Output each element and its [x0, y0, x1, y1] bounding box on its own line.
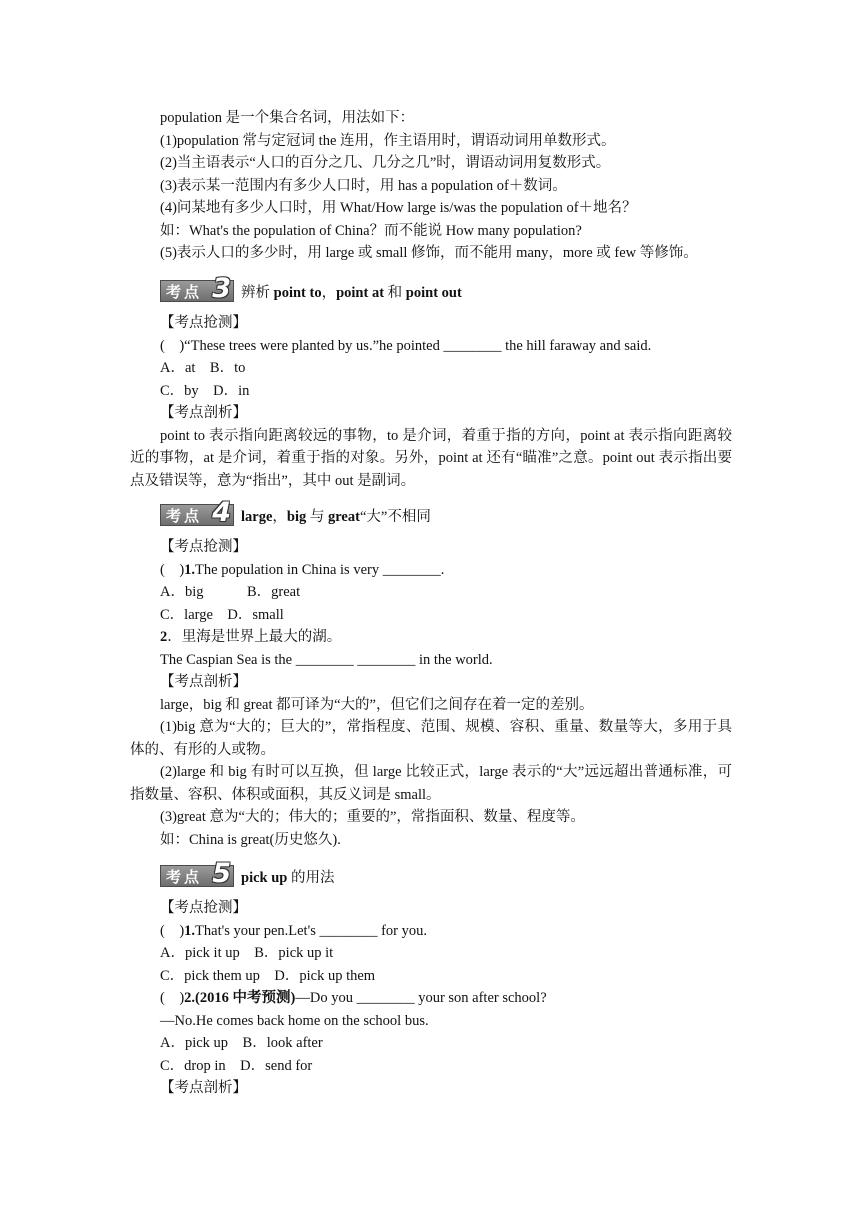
test-heading: 【考点抢测】 — [160, 315, 247, 331]
title-suffix: 的用法 — [287, 869, 335, 886]
badge-number: 5 — [212, 858, 231, 889]
question-number: 2.(2016 中考预测) — [184, 990, 296, 1006]
question-2 — [160, 987, 732, 1010]
question-1-options-ab: A．pick it up B．pick up it — [160, 945, 334, 961]
kaodian-badge — [160, 497, 234, 528]
question-1-options-cd: C．pick them up D．pick up them — [160, 967, 376, 984]
question-1-options-ab: A．big B．great — [160, 584, 301, 600]
intro-line: (3)表示某一范围内有多少人口时，用 has a population of＋数词。 — [160, 177, 567, 194]
title-term: big — [286, 508, 307, 525]
analysis-heading: 【考点剖析】 — [160, 1080, 247, 1096]
test-heading: 【考点抢测】 — [160, 539, 247, 555]
question-2-options-cd: C．drop in D．send for — [160, 1057, 313, 1074]
intro-line: (4)问某地有多少人口时，用 What/How large is/was the population of＋地名？ — [160, 200, 637, 216]
intro-line: 如：What's the population of China？而不能说 How many population? — [160, 222, 582, 239]
question-2 — [160, 626, 732, 649]
intro-line: (2)当主语表示“人口的百分之几、几分之几”时，谓语动词用复数形式。 — [160, 155, 611, 171]
title-term: point out — [405, 284, 462, 301]
answer-paren: ( ) — [160, 561, 185, 578]
question-1: ( )“These trees were planted by us.”he pointed ________ the hill faraway and said. — [160, 337, 652, 354]
section-4 — [130, 496, 732, 851]
title-sep: 与 — [306, 508, 328, 525]
badge-label: 考点 — [166, 507, 203, 525]
question-number: 1. — [184, 561, 196, 578]
section-3-heading — [160, 273, 732, 306]
analysis-point-3: (3)great 意为“大的；伟大的；重要的”，常指面积、数量、程度等。 — [160, 809, 585, 825]
test-heading: 【考点抢测】 — [160, 900, 247, 916]
section-5-title — [241, 866, 334, 887]
analysis-intro: large，big 和 great 都可译为“大的”，但它们之间存在着一定的差别。 — [160, 696, 594, 713]
section-5-heading — [160, 858, 732, 891]
question-2-options-ab: A．pick up B．look after — [160, 1035, 323, 1051]
title-term: great — [328, 508, 360, 525]
badge-number: 3 — [212, 273, 231, 304]
question-1-options-ab: A．at B．to — [160, 360, 246, 376]
question-2-reply: —No.He comes back home on the school bus. — [160, 1012, 429, 1029]
question-text: —Do you ________ your son after school? — [295, 990, 547, 1006]
answer-paren: ( ) — [160, 922, 185, 939]
question-1 — [160, 920, 732, 943]
question-1-options-cd: C．by D．in — [160, 382, 250, 399]
analysis-point-1: (1)big 意为“大的；巨大的”，常指程度、范围、规模、容积、重量、数量等大，多用于具体的、有形的人或物。 — [130, 719, 732, 758]
kaodian-badge — [160, 858, 234, 889]
section-3-title — [241, 281, 462, 302]
title-term: point to — [273, 284, 322, 301]
analysis-point-2: (2)large 和 big 有时可以互换，但 large 比较正式，large 表示的“大”远远超出普通标准，可指数量、容积、体积或面积，其反义词是 small。 — [130, 764, 732, 803]
question-1-options-cd: C．large D．small — [160, 606, 284, 623]
question-number: 1. — [184, 922, 196, 939]
analysis-example: 如：China is great(历史悠久). — [160, 831, 341, 848]
question-text: The population in China is very ________. — [195, 561, 445, 578]
section-5 — [160, 857, 732, 1100]
intro-line: population 是一个集合名词，用法如下： — [160, 110, 415, 126]
badge-label: 考点 — [166, 868, 203, 886]
question-number: 2 — [160, 629, 168, 645]
section-4-title — [241, 505, 431, 526]
title-term: point at — [336, 284, 385, 301]
kaodian-badge — [160, 273, 234, 304]
section-3 — [130, 272, 732, 492]
answer-paren: ( ) — [160, 990, 185, 1006]
title-term: large — [241, 508, 273, 525]
title-term: pick up — [241, 869, 288, 886]
title-sep: 和 — [384, 284, 406, 301]
title-sep: ， — [272, 508, 287, 525]
analysis-text: point to 表示指向距离较远的事物，to 是介词，着重于指的方向，point at 表示指向距离较近的事物，at 是介词，着重于指的对象。另外，point at 还有“瞄准”之意。point out 表示指出要点及错误等，意为“指出”，其中 out 是副词。 — [130, 427, 732, 489]
question-text: That's your pen.Let's ________ for you. — [195, 922, 427, 939]
intro-line: (5)表示人口的多少时，用 large 或 small 修饰，而不能用 many，more 或 few 等修饰。 — [160, 245, 698, 261]
intro-line: (1)population 常与定冠词 the 连用，作主语用时，谓语动词用单数形式。 — [160, 132, 616, 149]
section-4-heading — [160, 497, 732, 530]
intro-block — [160, 107, 732, 265]
question-2-english: The Caspian Sea is the ________ ________ in the world. — [160, 651, 493, 668]
analysis-heading: 【考点剖析】 — [160, 405, 247, 421]
badge-label: 考点 — [166, 283, 203, 301]
badge-number: 4 — [212, 497, 231, 528]
analysis-heading: 【考点剖析】 — [160, 674, 247, 690]
question-1 — [160, 559, 732, 582]
title-sep: ， — [321, 284, 337, 301]
title-suffix: “大”不相同 — [359, 508, 431, 525]
question-text: ．里海是世界上最大的湖。 — [167, 629, 342, 645]
title-prefix: 辨析 — [241, 284, 274, 301]
